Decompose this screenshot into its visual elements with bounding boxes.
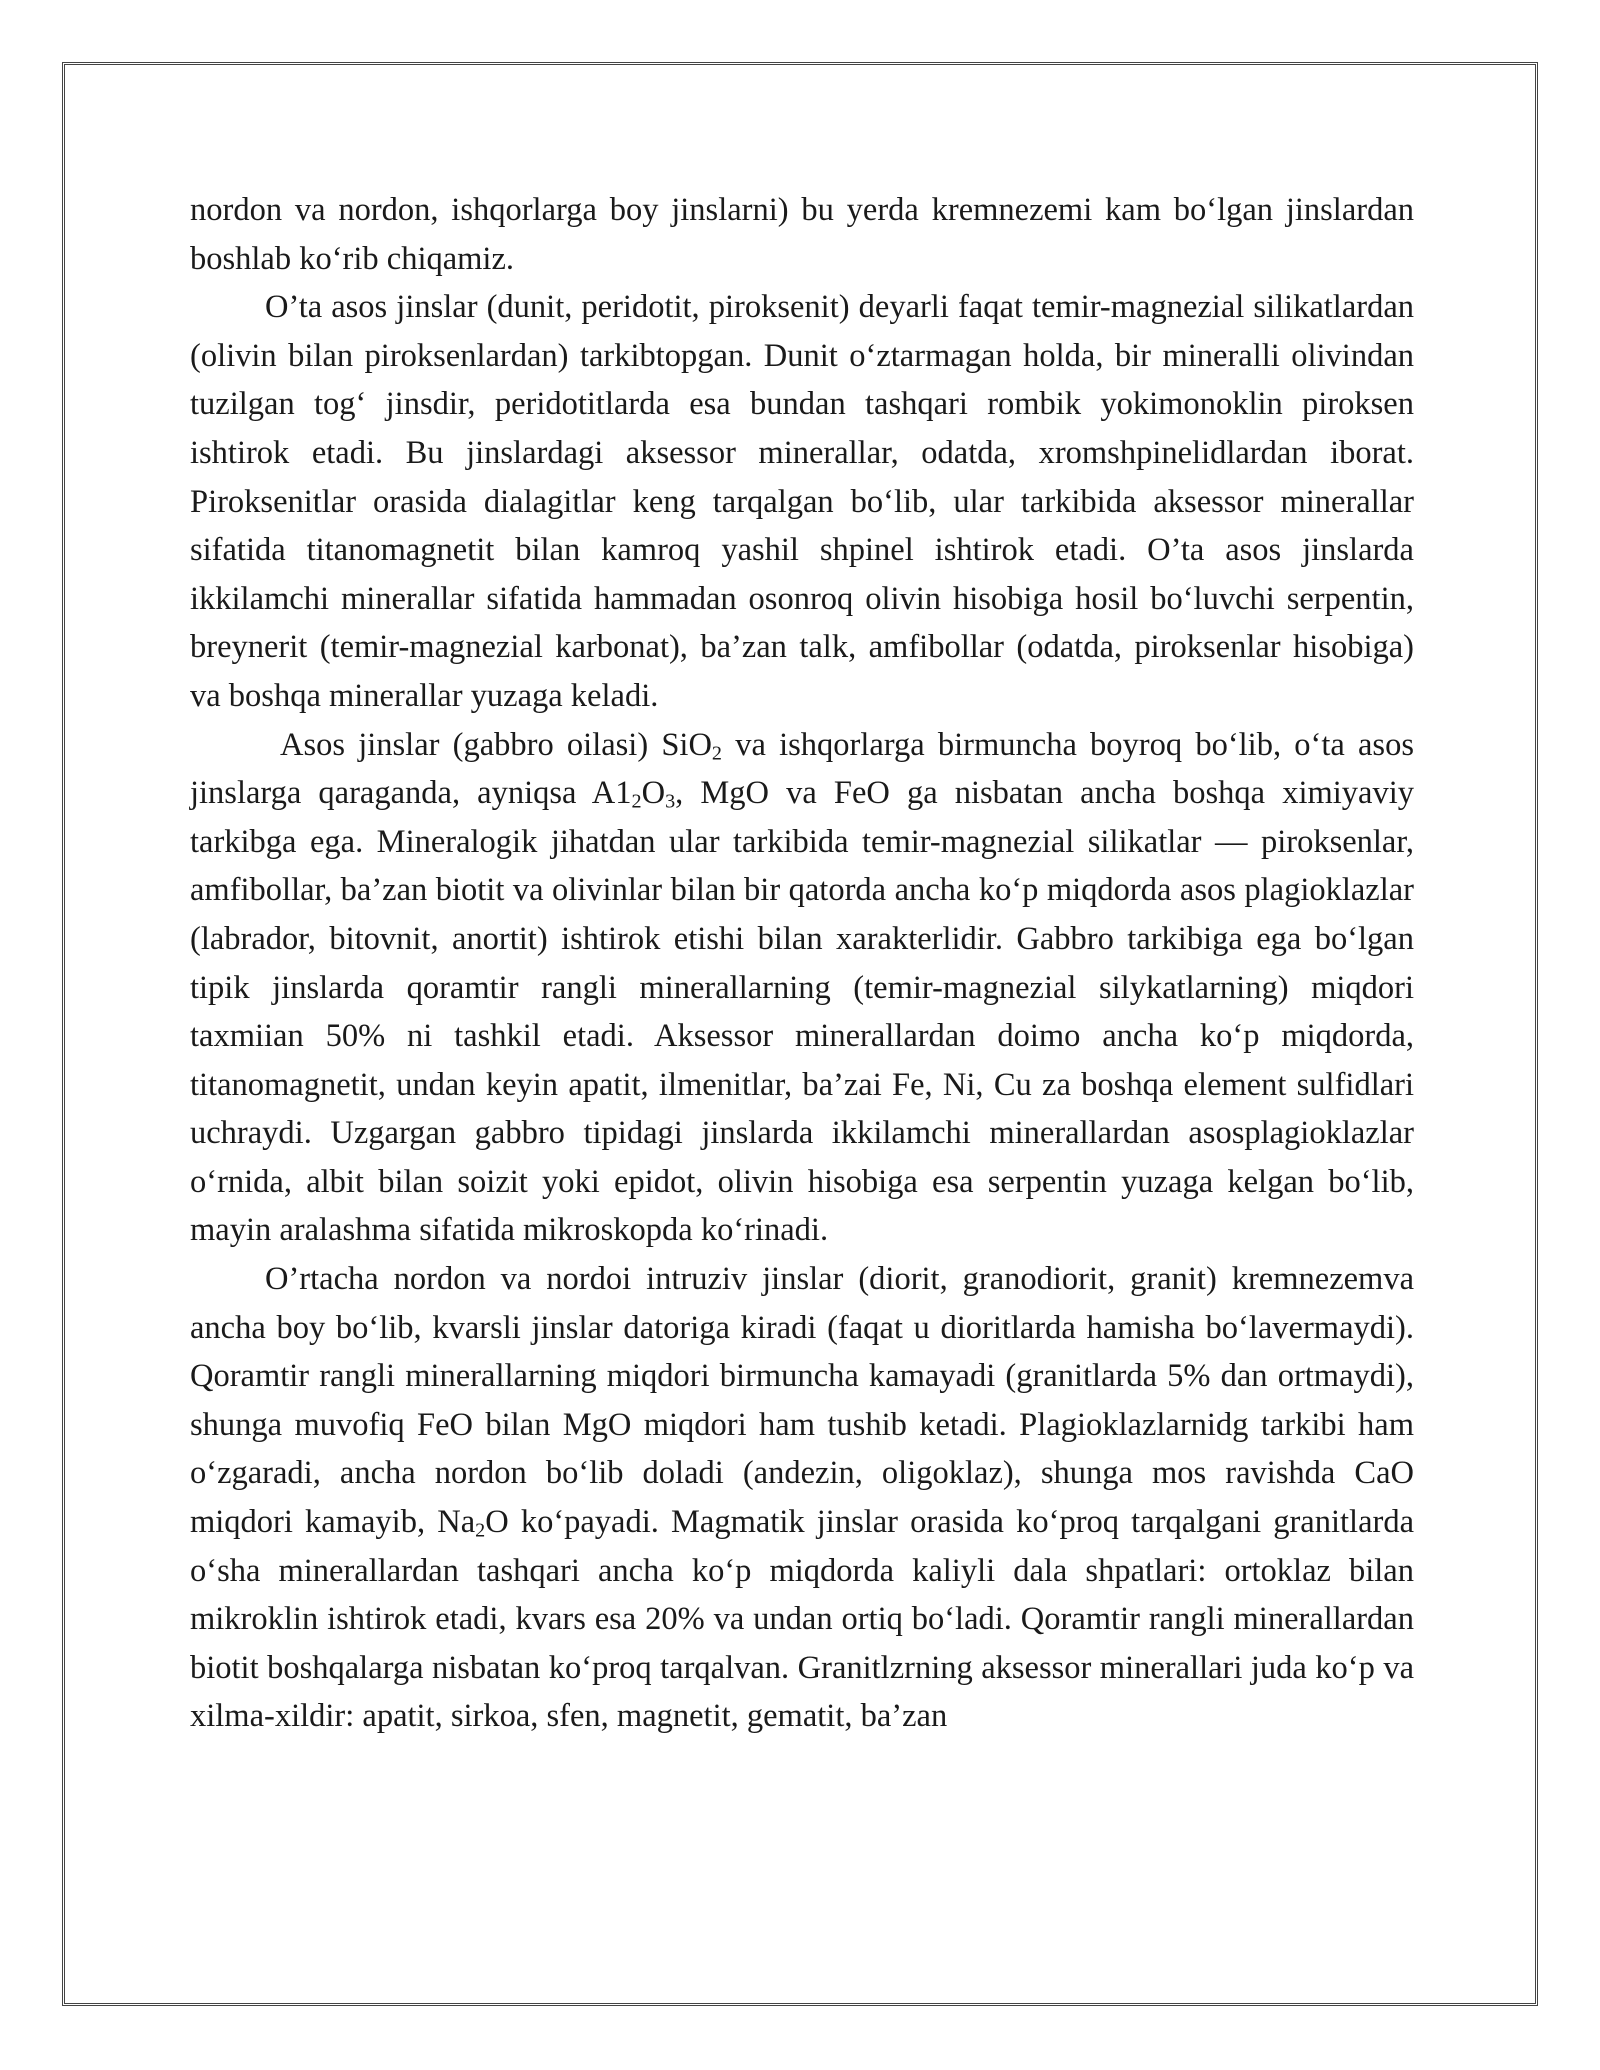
paragraph-text: va ishqorlarga birmuncha boyroq boʻlib, oʻta asos jinslarga qaraganda, ayniqsa A1 bbox=[190, 726, 1414, 812]
subscript: 3 bbox=[665, 790, 676, 813]
paragraph-text: O bbox=[641, 775, 666, 812]
paragraph-text: , MgO va FeO ga nisbatan ancha boshqa ximiyaviy tarkibga ega. Mineralogik jihatdan ular tarkibida temir-magnezial silikatlar — piroksenlar, amfibollar, ba’zan biotit va olivinlar bilan bir qatorda ancha koʻp miqdorda asos plagioklazlar (labrador, bitovnit, anortit) ishtirok etishi bilan xarakterlidir. Gabbro tarkibiga ega boʻlgan tipik jinslarda qoramtir rangli minerallarning (temir-magnezial silykatlarning) miqdori taxmiian 50% ni tashkil etadi. Aksessor minerallardan doimo ancha koʻp miqdorda, titanomagnetit, undan keyin apatit, ilmenitlar, ba’zai Fe, Ni, Cu za boshqa element sulfidlari uchraydi. Uzgargan gabbro tipidagi jinslarda ikkilamchi minerallardan asosplagioklazlar oʻrnida, albit bilan soizit yoki epidot, olivin hisobiga esa serpentin yuzaga kelgan boʻlib, mayin aralashma sifatida mikroskopda koʻrinadi. bbox=[190, 775, 1414, 1249]
paragraph-text: O koʻpayadi. Magmatik jinslar orasida koʻproq tarqalgani granitlarda oʻsha minerallardan tashqari ancha koʻp miqdorda kaliyli dala shpatlari: ortoklaz bilan mikroklin ishtirok etadi, kvars esa 20% va undan ortiq boʻladi. Qoramtir rangli minerallardan biotit boshqalarga nisbatan koʻproq tarqalvan. Granitlzrning aksessor minerallari juda koʻp va xilma-xildir: apatit, sirkoa, sfen, magnetit, gematit, ba’zan bbox=[190, 1504, 1414, 1735]
subscript: 2 bbox=[711, 741, 722, 764]
document-body bbox=[190, 186, 1414, 1741]
subscript: 2 bbox=[475, 1519, 486, 1542]
paragraph-1 bbox=[190, 186, 1414, 283]
paragraph-text: O’ta asos jinslar (dunit, peridotit, piroksenit) deyarli faqat temir-magnezial silikatlardan (olivin bilan piroksenlardan) tarkibtopgan. Dunit oʻztarmagan holda, bir mineralli olivindan tuzilgan togʻ jinsdir, peridotitlarda esa bundan tashqari rombik yokimonoklin piroksen ishtirok etadi. Bu jinslardagi aksessor minerallar, odatda, xromshpinelidlardan iborat. Piroksenitlar orasida dialagitlar keng tarqalgan boʻlib, ular tarkibida aksessor minerallar sifatida titanomagnetit bilan kamroq yashil shpinel ishtirok etadi. O’ta asos jinslarda ikkilamchi minerallar sifatida hammadan osonroq olivin hisobiga hosil boʻluvchi serpentin, breynerit (temir-magnezial karbonat), ba’zan talk, amfibollar (odatda, piroksenlar hisobiga) va boshqa minerallar yuzaga keladi. bbox=[190, 289, 1414, 714]
paragraph-text: nordon va nordon, ishqorlarga boy jinslarni) bu yerda kremnezemi kam boʻlgan jinslardan boshlab koʻrib chiqamiz. bbox=[190, 192, 1414, 277]
paragraph-2 bbox=[190, 283, 1414, 720]
paragraph-text: O’rtacha nordon va nordoi intruziv jinslar (diorit, granodiorit, granit) kremnezemva ancha boy boʻlib, kvarsli jinslar datoriga kiradi (faqat u dioritlarda hamisha boʻlavermaydi). Qoramtir rangli minerallarning miqdori birmuncha kamayadi (granitlarda 5% dan ortmaydi), shunga muvofiq FeO bilan MgO miqdori ham tushib ketadi. Plagioklazlarnidg tarkibi ham oʻzgaradi, ancha nordon boʻlib doladi (andezin, oligoklaz), shunga mos ravishda CaO miqdori kamayib, Na bbox=[190, 1261, 1414, 1541]
subscript: 2 bbox=[631, 790, 642, 813]
paragraph-3 bbox=[190, 721, 1414, 1256]
paragraph-4 bbox=[190, 1255, 1414, 1741]
paragraph-text: Asos jinslar (gabbro oilasi) SiO bbox=[280, 726, 712, 763]
